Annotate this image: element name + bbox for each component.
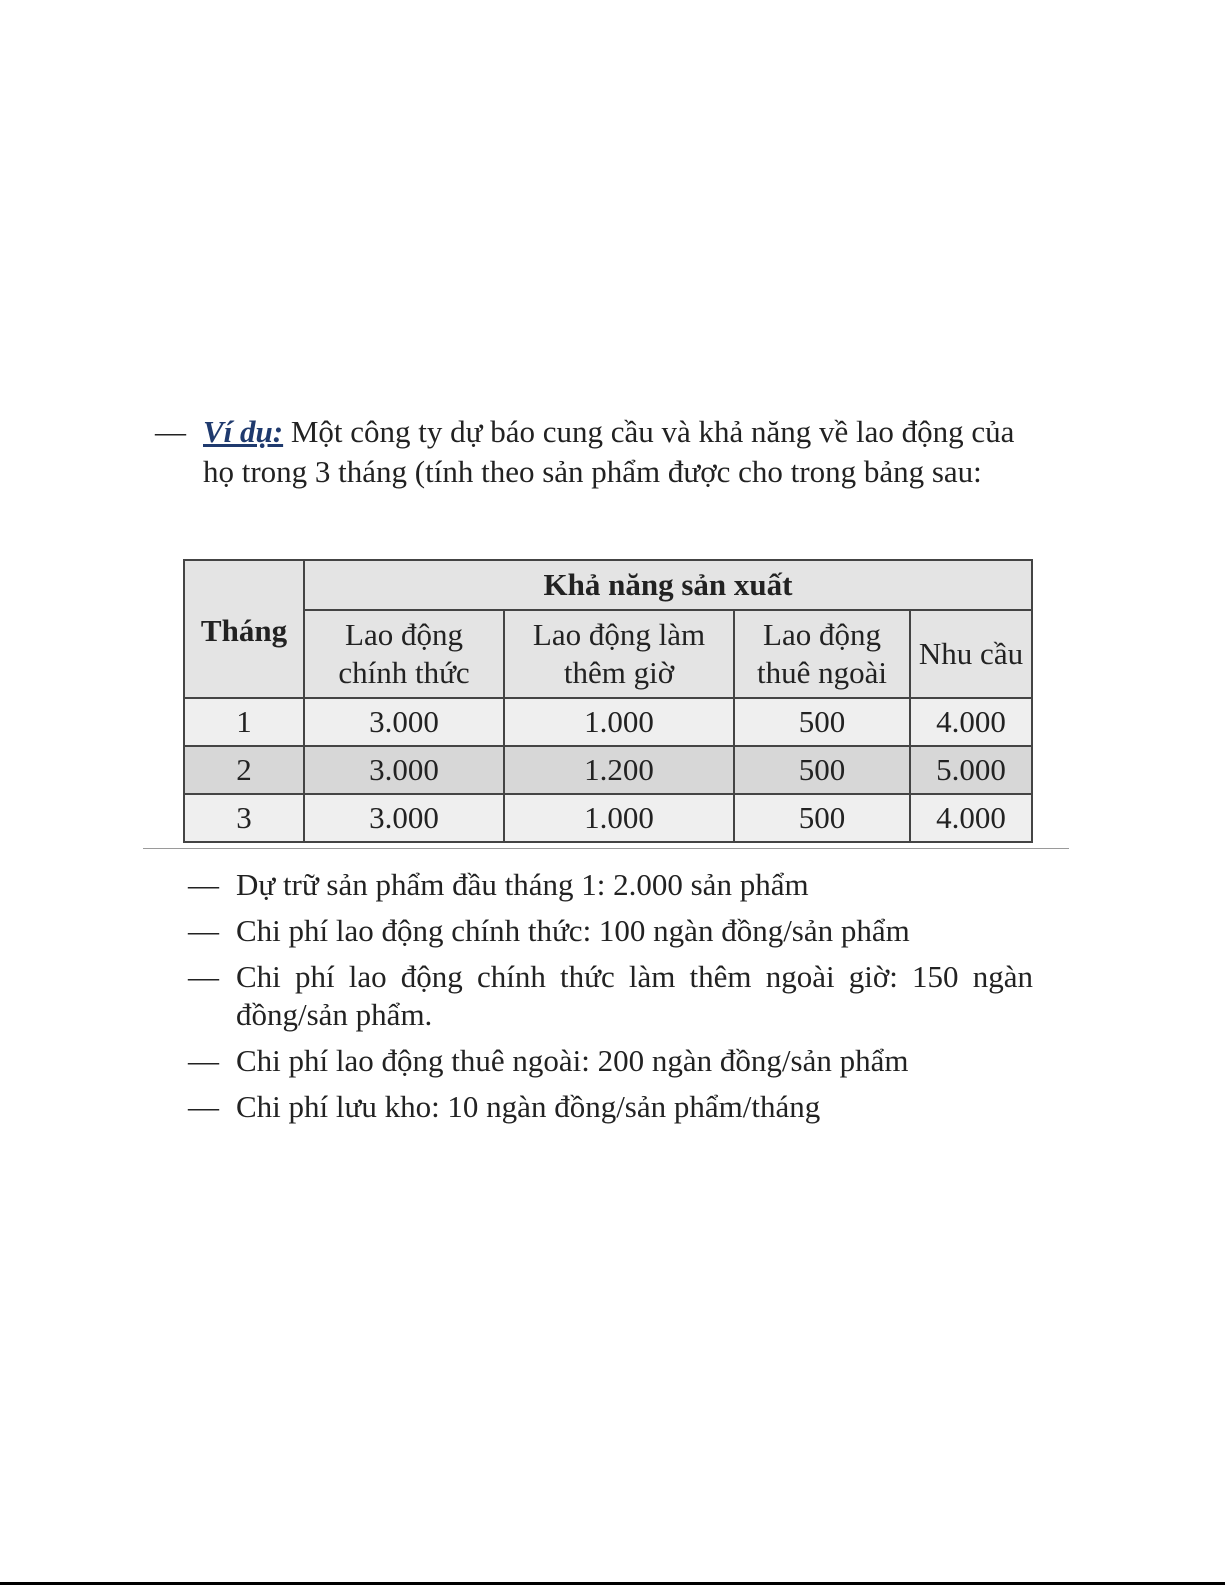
dash-marker: — xyxy=(188,913,219,948)
table-cell: 3.000 xyxy=(304,794,504,842)
list-item xyxy=(188,912,1033,950)
example-text xyxy=(203,412,1035,492)
table-cell: 5.000 xyxy=(910,746,1032,794)
note-text: Chi phí lưu kho: 10 ngàn đồng/sản phẩm/tháng xyxy=(236,1089,821,1124)
list-item xyxy=(188,866,1033,904)
table-cell: 3.000 xyxy=(304,698,504,746)
table-cell: 3.000 xyxy=(304,746,504,794)
table-row xyxy=(184,698,1032,746)
column-header-outsourced-labor: Lao động thuê ngoài xyxy=(734,610,910,698)
table-header-row xyxy=(184,560,1032,610)
column-header-overtime-labor: Lao động làm thêm giờ xyxy=(504,610,734,698)
labor-capacity-table xyxy=(183,559,1033,843)
table-cell: 2 xyxy=(184,746,304,794)
note-text: Dự trữ sản phẩm đầu tháng 1: 2.000 sản phẩm xyxy=(236,867,809,902)
dash-marker: — xyxy=(188,1089,219,1124)
list-item xyxy=(188,958,1033,1034)
list-item xyxy=(188,1042,1033,1080)
dash-marker: — xyxy=(188,867,219,902)
example-body: Một công ty dự báo cung cầu và khả năng về lao động của họ trong 3 tháng (tính theo sản phẩm được cho trong bảng sau: xyxy=(203,414,1015,489)
dash-marker: — xyxy=(188,1043,219,1078)
table-row xyxy=(184,794,1032,842)
example-paragraph xyxy=(155,412,1035,492)
table-cell: 1.000 xyxy=(504,698,734,746)
cost-notes-list xyxy=(188,866,1033,1134)
table-cell: 1 xyxy=(184,698,304,746)
month-header: Tháng xyxy=(184,560,304,698)
table-cell: 500 xyxy=(734,698,910,746)
note-text: Chi phí lao động thuê ngoài: 200 ngàn đồng/sản phẩm xyxy=(236,1043,909,1078)
dash-marker: — xyxy=(188,959,219,994)
table-cell: 500 xyxy=(734,746,910,794)
capacity-group-header: Khả năng sản xuất xyxy=(304,560,1032,610)
dash-marker: — xyxy=(155,414,186,449)
column-header-regular-labor: Lao động chính thức xyxy=(304,610,504,698)
table-cell: 4.000 xyxy=(910,698,1032,746)
table-cell: 3 xyxy=(184,794,304,842)
table-subheader-row xyxy=(184,610,1032,698)
example-label: Ví dụ: xyxy=(203,414,284,449)
note-text: Chi phí lao động chính thức làm thêm ngoài giờ: 150 ngàn đồng/sản phẩm. xyxy=(236,959,1033,1032)
table-cell: 4.000 xyxy=(910,794,1032,842)
note-text: Chi phí lao động chính thức: 100 ngàn đồng/sản phẩm xyxy=(236,913,910,948)
divider-line xyxy=(143,848,1069,849)
list-item xyxy=(188,1088,1033,1126)
table-row xyxy=(184,746,1032,794)
table-cell: 500 xyxy=(734,794,910,842)
table-cell: 1.200 xyxy=(504,746,734,794)
column-header-demand: Nhu cầu xyxy=(910,610,1032,698)
table-cell: 1.000 xyxy=(504,794,734,842)
